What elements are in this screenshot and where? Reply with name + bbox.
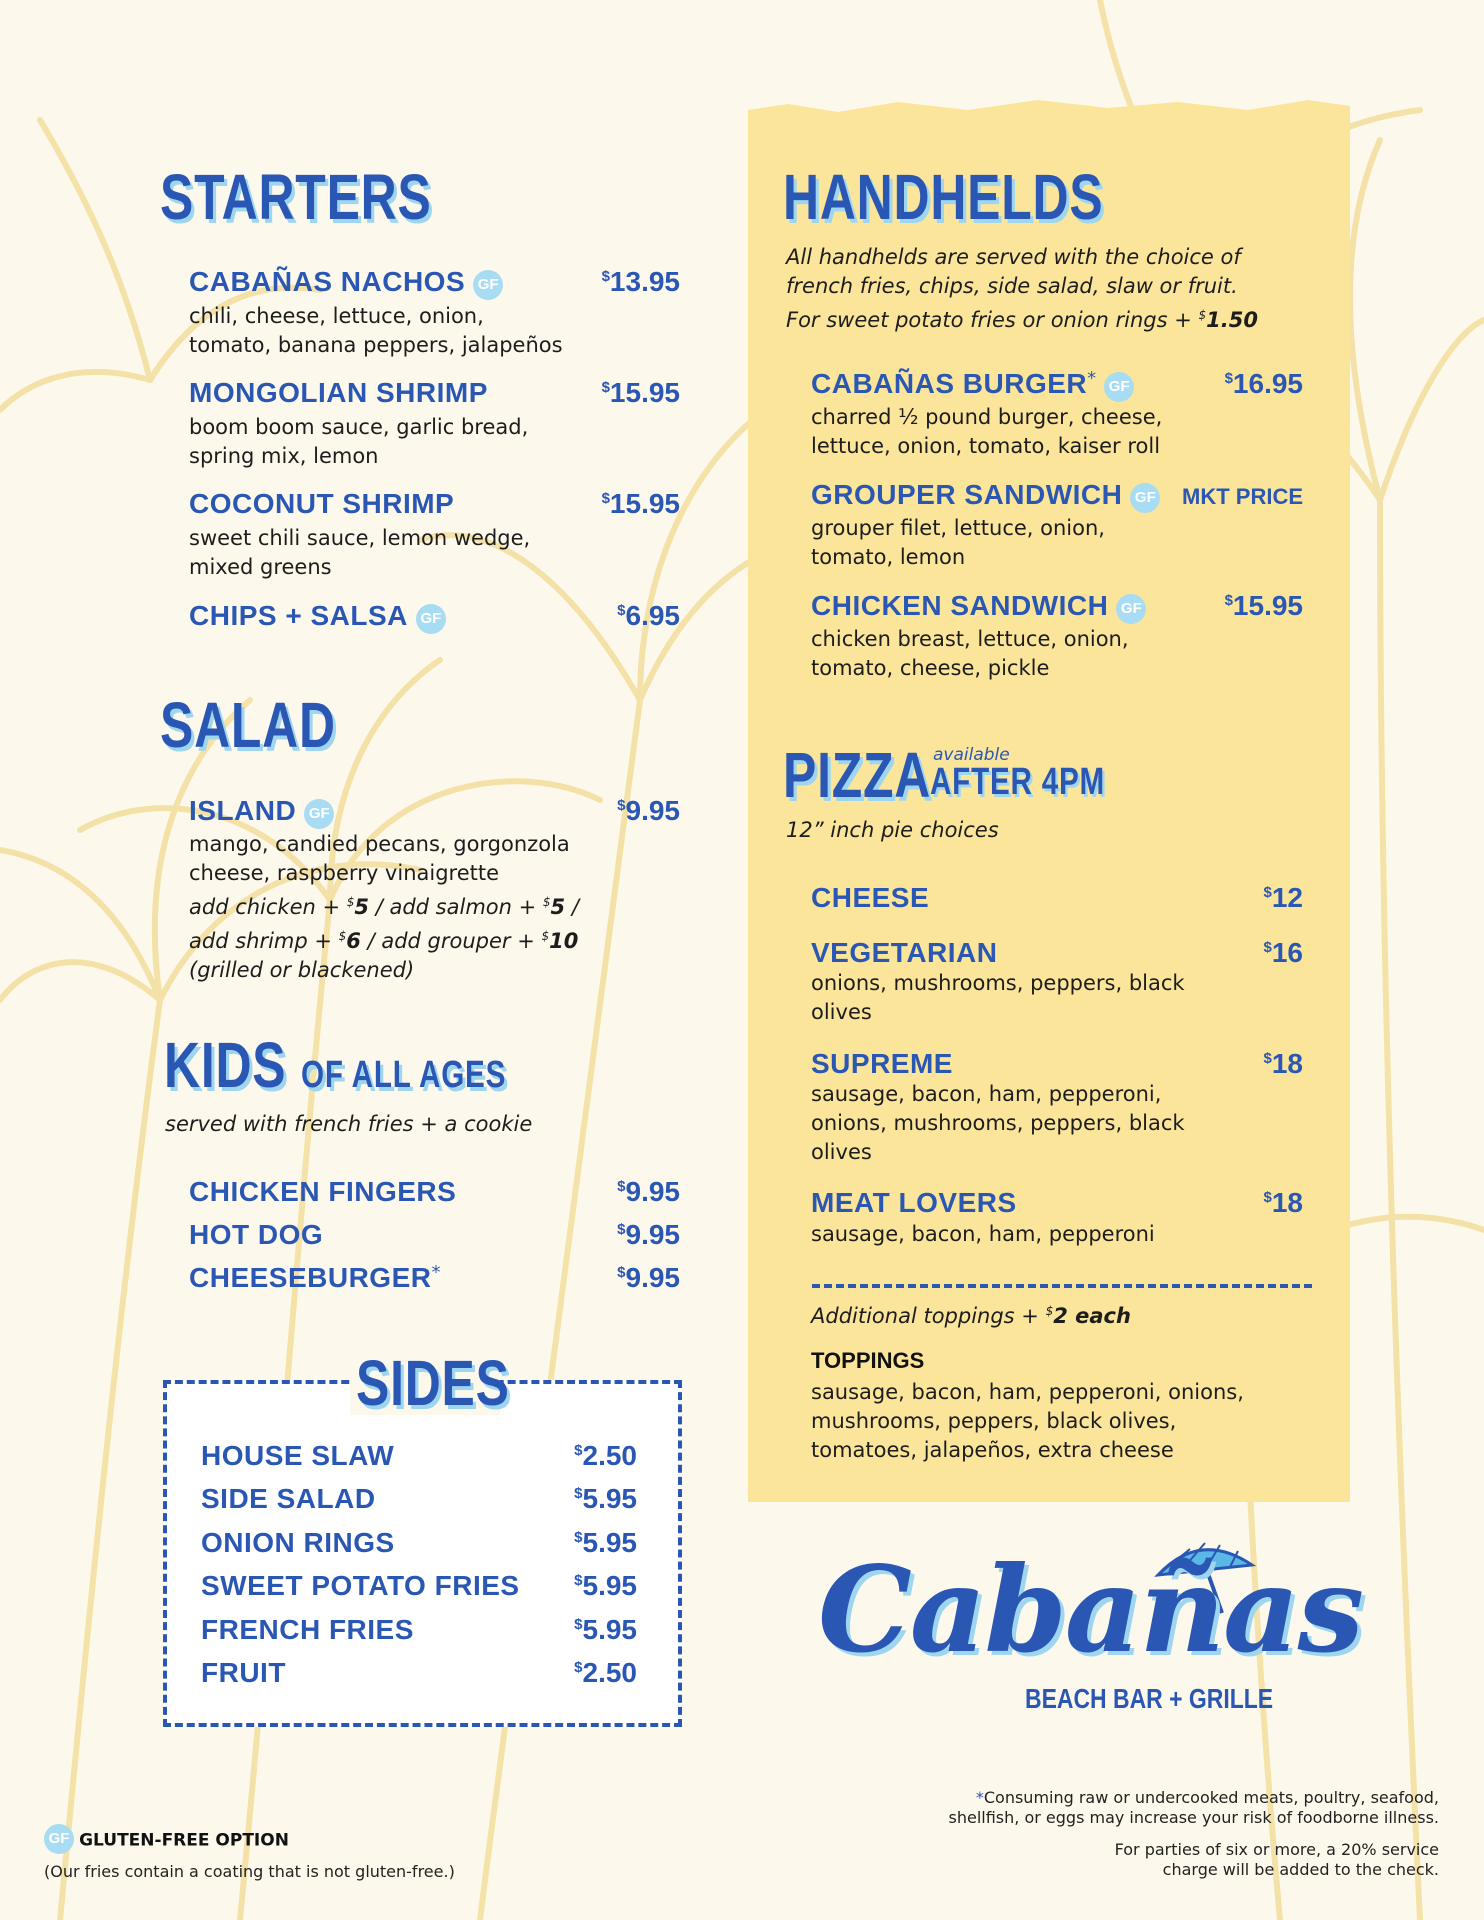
side-house-slaw: HOUSE SLAW	[201, 1440, 395, 1471]
side-fruit: FRUIT	[201, 1657, 286, 1688]
item-price: $5.95	[574, 1614, 637, 1645]
item-price: $18	[1263, 1048, 1303, 1079]
item-name: MONGOLIAN SHRIMP	[189, 377, 488, 408]
item-price: $18	[1263, 1187, 1303, 1218]
menu-item-cabanas-nachos	[189, 266, 503, 302]
gluten-free-icon: GF	[1116, 594, 1146, 624]
item-price: $12	[1263, 882, 1303, 913]
side-onion-rings: ONION RINGS	[201, 1527, 395, 1558]
service-charge-note: For parties of six or more, a 20% service charge will be added to the check.	[1114, 1840, 1439, 1879]
menu-item-cheeseburger: CHEESEBURGER*	[189, 1262, 441, 1293]
menu-item-chips-salsa	[189, 600, 446, 636]
item-price: $2.50	[574, 1657, 637, 1688]
item-price: $9.95	[617, 1176, 680, 1207]
menu-item-coconut-shrimp	[189, 488, 454, 520]
kids-heading: KIDS OF ALL AGES	[164, 1029, 507, 1101]
gluten-free-icon: GF	[1104, 372, 1134, 402]
brand-logo: Cabañas	[818, 1540, 1363, 1679]
gluten-free-legend: GF GLUTEN-FREE OPTION	[44, 1826, 289, 1856]
gluten-free-note: (Our fries contain a coating that is not gluten-free.)	[44, 1862, 455, 1881]
kids-heading-subtitle: OF ALL AGES	[301, 1054, 507, 1096]
pizza-after-4pm: AFTER 4PM	[930, 761, 1106, 803]
menu-item-hot-dog: HOT DOG	[189, 1219, 324, 1250]
gluten-free-icon: GF	[473, 270, 503, 300]
handhelds-note: All handhelds are served with the choice of french fries, chips, side salad, slaw or fruit. For sweet potato fries or onion rings + $1.50	[786, 245, 1258, 332]
item-description: sweet chili sauce, lemon wedge, mixed greens	[189, 526, 531, 579]
item-name: CABAÑAS BURGER	[811, 368, 1088, 399]
salad-addons-line: add shrimp + $6 / add grouper + $10	[189, 929, 579, 953]
menu-item-mongolian-shrimp	[189, 377, 488, 409]
menu-item-cabanas-burger: CABAÑAS BURGER* GF	[811, 368, 1134, 404]
gluten-free-icon: GF	[416, 604, 446, 634]
item-price: $15.95	[601, 488, 680, 519]
item-name: GROUPER SANDWICH	[811, 479, 1123, 510]
item-price: $9.95	[617, 1219, 680, 1250]
starters-heading: STARTERS	[160, 161, 432, 233]
item-price: $9.95	[617, 795, 680, 826]
item-price: $2.50	[574, 1440, 637, 1471]
item-price: $15.95	[1224, 590, 1303, 621]
gluten-free-icon: GF	[304, 799, 334, 829]
item-description: mango, candied pecans, gorgonzola cheese, raspberry vinaigrette add chicken + $5 / add salmon + $5 / add shrimp + $6 / add grouper + $10 (grilled or blackened)	[189, 832, 579, 982]
pizza-cheese: CHEESE	[811, 882, 930, 913]
item-name: CABAÑAS NACHOS	[189, 266, 466, 297]
side-french-fries: FRENCH FRIES	[201, 1614, 414, 1645]
pizza-note: 12” inch pie choices	[786, 818, 999, 842]
sides-heading: SIDES	[356, 1347, 510, 1419]
divider	[812, 1284, 1312, 1288]
item-description: boom boom sauce, garlic bread, spring mix, lemon	[189, 415, 529, 468]
item-price: $5.95	[574, 1570, 637, 1601]
pizza-vegetarian: VEGETARIAN	[811, 937, 998, 968]
item-description: charred ½ pound burger, cheese, lettuce, onion, tomato, kaiser roll	[811, 405, 1163, 458]
item-name: COCONUT SHRIMP	[189, 488, 455, 519]
toppings-title: TOPPINGS	[811, 1348, 925, 1373]
item-description: grouper filet, lettuce, onion, tomato, lemon	[811, 516, 1105, 569]
item-description: onions, mushrooms, peppers, black olives	[811, 971, 1185, 1024]
item-price: $9.95	[617, 1262, 680, 1293]
gluten-free-icon: GF	[1130, 483, 1160, 513]
menu-item-chicken-fingers: CHICKEN FINGERS	[189, 1176, 457, 1207]
brand-tagline: BEACH BAR + GRILLE	[1025, 1683, 1274, 1714]
pizza-heading: PIZZA	[783, 739, 932, 811]
side-sweet-potato-fries: SWEET POTATO FRIES	[201, 1570, 520, 1601]
side-side-salad: SIDE SALAD	[201, 1483, 376, 1514]
item-name: ISLAND	[189, 795, 297, 826]
item-name: CHICKEN SANDWICH	[811, 590, 1109, 621]
salad-heading: SALAD	[160, 689, 336, 761]
item-price: $15.95	[601, 377, 680, 408]
handhelds-heading: HANDHELDS	[783, 161, 1104, 233]
item-price: MKT PRICE	[1182, 484, 1303, 509]
pizza-meat-lovers: MEAT LOVERS	[811, 1187, 1017, 1218]
pizza-supreme: SUPREME	[811, 1048, 953, 1079]
item-description: sausage, bacon, ham, pepperoni, onions, mushrooms, peppers, black olives	[811, 1082, 1185, 1164]
item-price: $16	[1263, 937, 1303, 968]
item-price: $5.95	[574, 1483, 637, 1514]
gluten-free-icon: GF	[44, 1824, 74, 1854]
item-name: CHIPS + SALSA	[189, 600, 408, 631]
menu-item-chicken-sandwich	[811, 590, 1146, 626]
item-price: $6.95	[617, 600, 680, 631]
menu-item-grouper-sandwich	[811, 479, 1160, 515]
item-price: $5.95	[574, 1527, 637, 1558]
item-price: $16.95	[1224, 368, 1303, 399]
consumer-advisory: *Consuming raw or undercooked meats, poultry, seafood, shellfish, or eggs may increase your risk of foodborne illness.	[948, 1788, 1439, 1827]
item-description: chili, cheese, lettuce, onion, tomato, banana peppers, jalapeños	[189, 304, 563, 357]
additional-toppings: Additional toppings + $2 each	[811, 1304, 1131, 1328]
pizza-available-label: available	[933, 745, 1010, 765]
item-description: sausage, bacon, ham, pepperoni	[811, 1222, 1155, 1246]
salad-addons-line: add chicken + $5 / add salmon + $5 /	[189, 895, 579, 919]
item-price: $13.95	[601, 266, 680, 297]
kids-note: served with french fries + a cookie	[165, 1112, 533, 1136]
item-description: chicken breast, lettuce, onion, tomato, cheese, pickle	[811, 627, 1129, 680]
toppings-list: sausage, bacon, ham, pepperoni, onions, mushrooms, peppers, black olives, tomatoes, jalapeños, extra cheese	[811, 1380, 1244, 1462]
menu-item-island	[189, 795, 334, 831]
